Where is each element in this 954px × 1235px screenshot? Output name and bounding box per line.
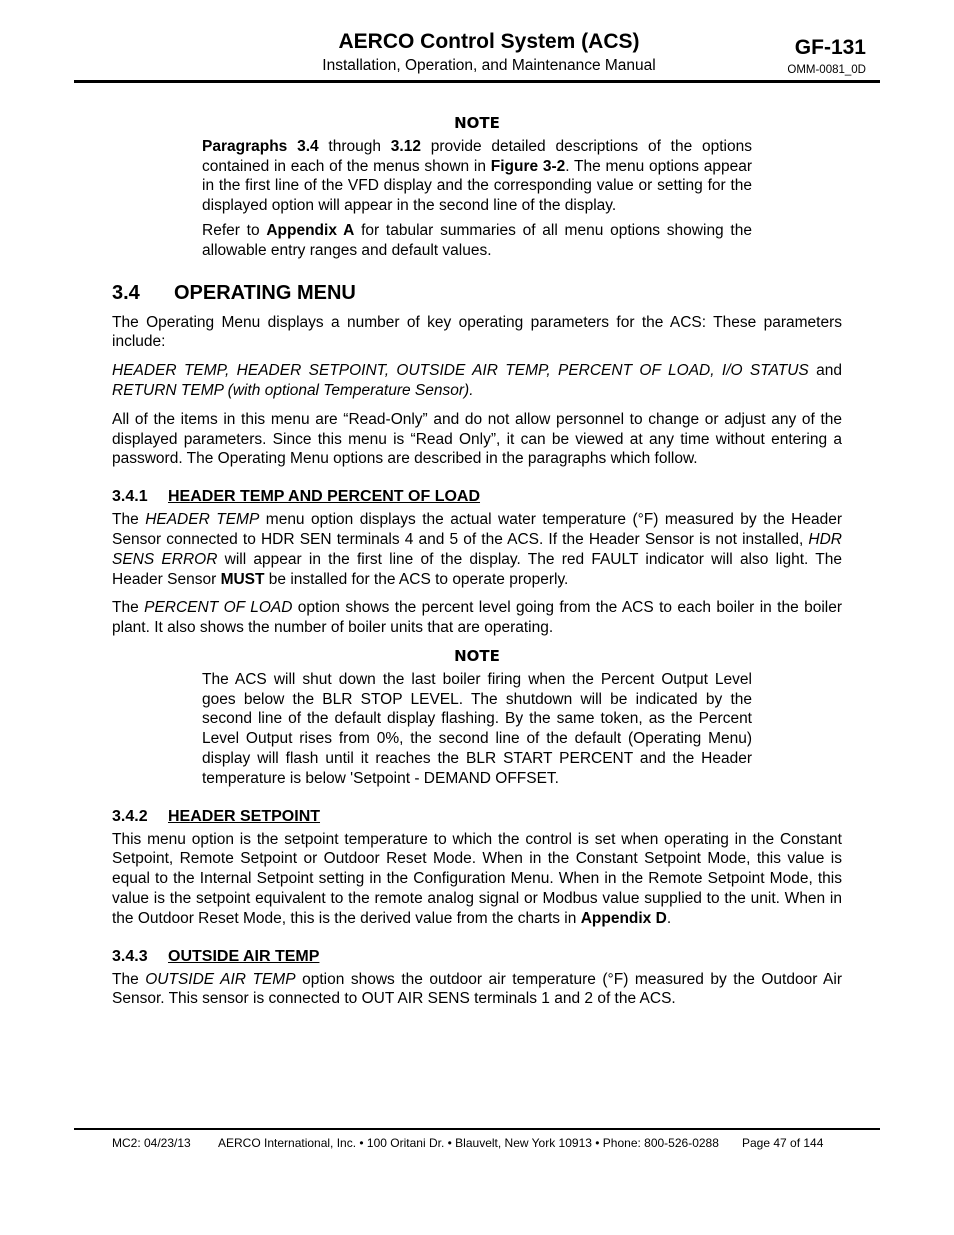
text: will appear in the first line of the display. The red FAULT indicator will also light. The Header Sensor bbox=[112, 550, 842, 588]
italic-text: OUTSIDE AIR TEMP bbox=[145, 970, 296, 988]
paragraph bbox=[112, 970, 842, 1010]
text: for tabular summaries of all menu options showing the allowable entry ranges and default values. bbox=[202, 221, 752, 259]
text: option shows the percent level going from the ACS to each boiler in the boiler plant. It also shows the number of boiler units that are operating. bbox=[112, 599, 842, 637]
paragraph bbox=[112, 598, 842, 638]
section-heading bbox=[112, 281, 842, 305]
bold-text: Appendix D bbox=[580, 909, 667, 927]
subsection-number: 3.4.2 bbox=[112, 807, 148, 825]
paragraph: The Operating Menu displays a number of key operating parameters for the ACS: These parameters include: bbox=[112, 313, 842, 351]
text: option shows the outdoor air temperature (°F) measured by the Outdoor Air Sensor. This sensor is connected to OUT AIR SENS terminals 1 and 2 of the ACS. bbox=[112, 970, 843, 1008]
italic-text: RETURN TEMP (with optional Temperature Sensor). bbox=[112, 381, 474, 399]
italic-text: HEADER TEMP, HEADER SETPOINT, OUTSIDE AIR TEMP, PERCENT OF LOAD, I/O STATUS bbox=[112, 362, 809, 380]
bold-text: Figure 3-2 bbox=[490, 157, 566, 175]
subsection-heading bbox=[112, 487, 842, 507]
text: be installed for the ACS to operate properly. bbox=[264, 570, 569, 588]
paragraph bbox=[112, 510, 842, 589]
note-block bbox=[202, 670, 752, 789]
subsection-title: HEADER TEMP AND PERCENT OF LOAD bbox=[168, 488, 481, 506]
note-paragraph: The ACS will shut down the last boiler firing when the Percent Output Level goes below the BLR STOP LEVEL. The shutdown will be indicated by the second line of the default display flashing. By the same token, as the Percent Level Output rises from 0%, the second line of the default (Operating Menu) display will flash until it reaches the BLR START PERCENT and the Header temperature is below 'Setpoint - DEMAND OFFSET. bbox=[202, 670, 752, 787]
header-rule bbox=[74, 80, 880, 83]
note-paragraph bbox=[202, 137, 752, 216]
note-heading: NOTE bbox=[454, 646, 500, 665]
subsection-number: 3.4.1 bbox=[112, 488, 148, 506]
subsection-heading bbox=[112, 947, 842, 967]
manual-title: AERCO Control System (ACS) bbox=[338, 30, 640, 53]
text: through bbox=[318, 137, 391, 155]
page-number: Page 47 of 144 bbox=[742, 1136, 824, 1150]
page-header bbox=[112, 30, 866, 82]
italic-text: HEADER TEMP bbox=[145, 511, 260, 529]
section-title: OPERATING MENU bbox=[174, 281, 356, 304]
footer-rule bbox=[74, 1128, 880, 1130]
section-number: 3.4 bbox=[112, 281, 140, 304]
text: . bbox=[666, 909, 672, 927]
text: The bbox=[112, 970, 146, 988]
note-block bbox=[202, 137, 752, 261]
text: This menu option is the setpoint temperature to which the control is set when operating in the Constant Setpoint, Remote Setpoint or Outdoor Reset Mode. When in the Constant Setpoint Mode, this value is equal to the Internal Setpoint setting in the Configuration Menu. When in the Remote Setpoint Mode, this value is the setpoint equivalent to the remote analog signal or Modbus value supplied to the unit. When in the Outdoor Reset Mode, this is the derived value from the charts in bbox=[112, 830, 842, 927]
text: menu option displays the actual water temperature (°F) measured by the Header Sensor connected to HDR SEN terminals 4 and 5 of the ACS. If the Header Sensor is not installed, bbox=[112, 511, 842, 548]
italic-text: HDR SENS ERROR bbox=[112, 530, 842, 568]
note-heading: NOTE bbox=[454, 114, 500, 132]
manual-code: GF-131 bbox=[794, 36, 866, 59]
text: The bbox=[112, 511, 146, 529]
text: Refer to bbox=[202, 221, 267, 239]
subsection-title: HEADER SETPOINT bbox=[168, 807, 321, 825]
bold-text: Appendix A bbox=[266, 221, 355, 239]
bold-text: Paragraphs 3.4 bbox=[202, 137, 319, 155]
text: provide detailed descriptions of the options contained in each of the menus shown in bbox=[202, 137, 752, 175]
subsection-number: 3.4.3 bbox=[112, 947, 148, 965]
company-address: AERCO International, Inc. • 100 Oritani Dr. • Blauvelt, New York 10913 • Phone: 800-526-0288 bbox=[218, 1136, 719, 1150]
text: and bbox=[808, 362, 842, 380]
manual-subtitle: Installation, Operation, and Maintenance Manual bbox=[322, 57, 656, 74]
revision-date: MC2: 04/23/13 bbox=[112, 1136, 191, 1150]
subsection-title: OUTSIDE AIR TEMP bbox=[168, 947, 320, 965]
document-number: OMM-0081_0D bbox=[787, 64, 866, 76]
note-paragraph bbox=[202, 221, 752, 261]
paragraph bbox=[112, 361, 842, 401]
text: . The menu options appear in the first line of the VFD display and the corresponding value or setting for the displayed option will appear in the second line of the display. bbox=[202, 157, 752, 215]
subsection-heading bbox=[112, 807, 842, 827]
bold-text: 3.12 bbox=[390, 137, 421, 155]
bold-text: MUST bbox=[220, 570, 265, 588]
text: The bbox=[112, 599, 145, 617]
page-content bbox=[112, 114, 842, 1018]
paragraph: All of the items in this menu are “Read-Only” and do not allow personnel to change or adjust any of the displayed parameters. Since this menu is “Read Only”, it can be viewed at any time without entering a password. The Operating Menu options are described in the paragraphs which follow. bbox=[112, 410, 842, 468]
paragraph bbox=[112, 830, 842, 929]
italic-text: PERCENT OF LOAD bbox=[144, 599, 293, 617]
